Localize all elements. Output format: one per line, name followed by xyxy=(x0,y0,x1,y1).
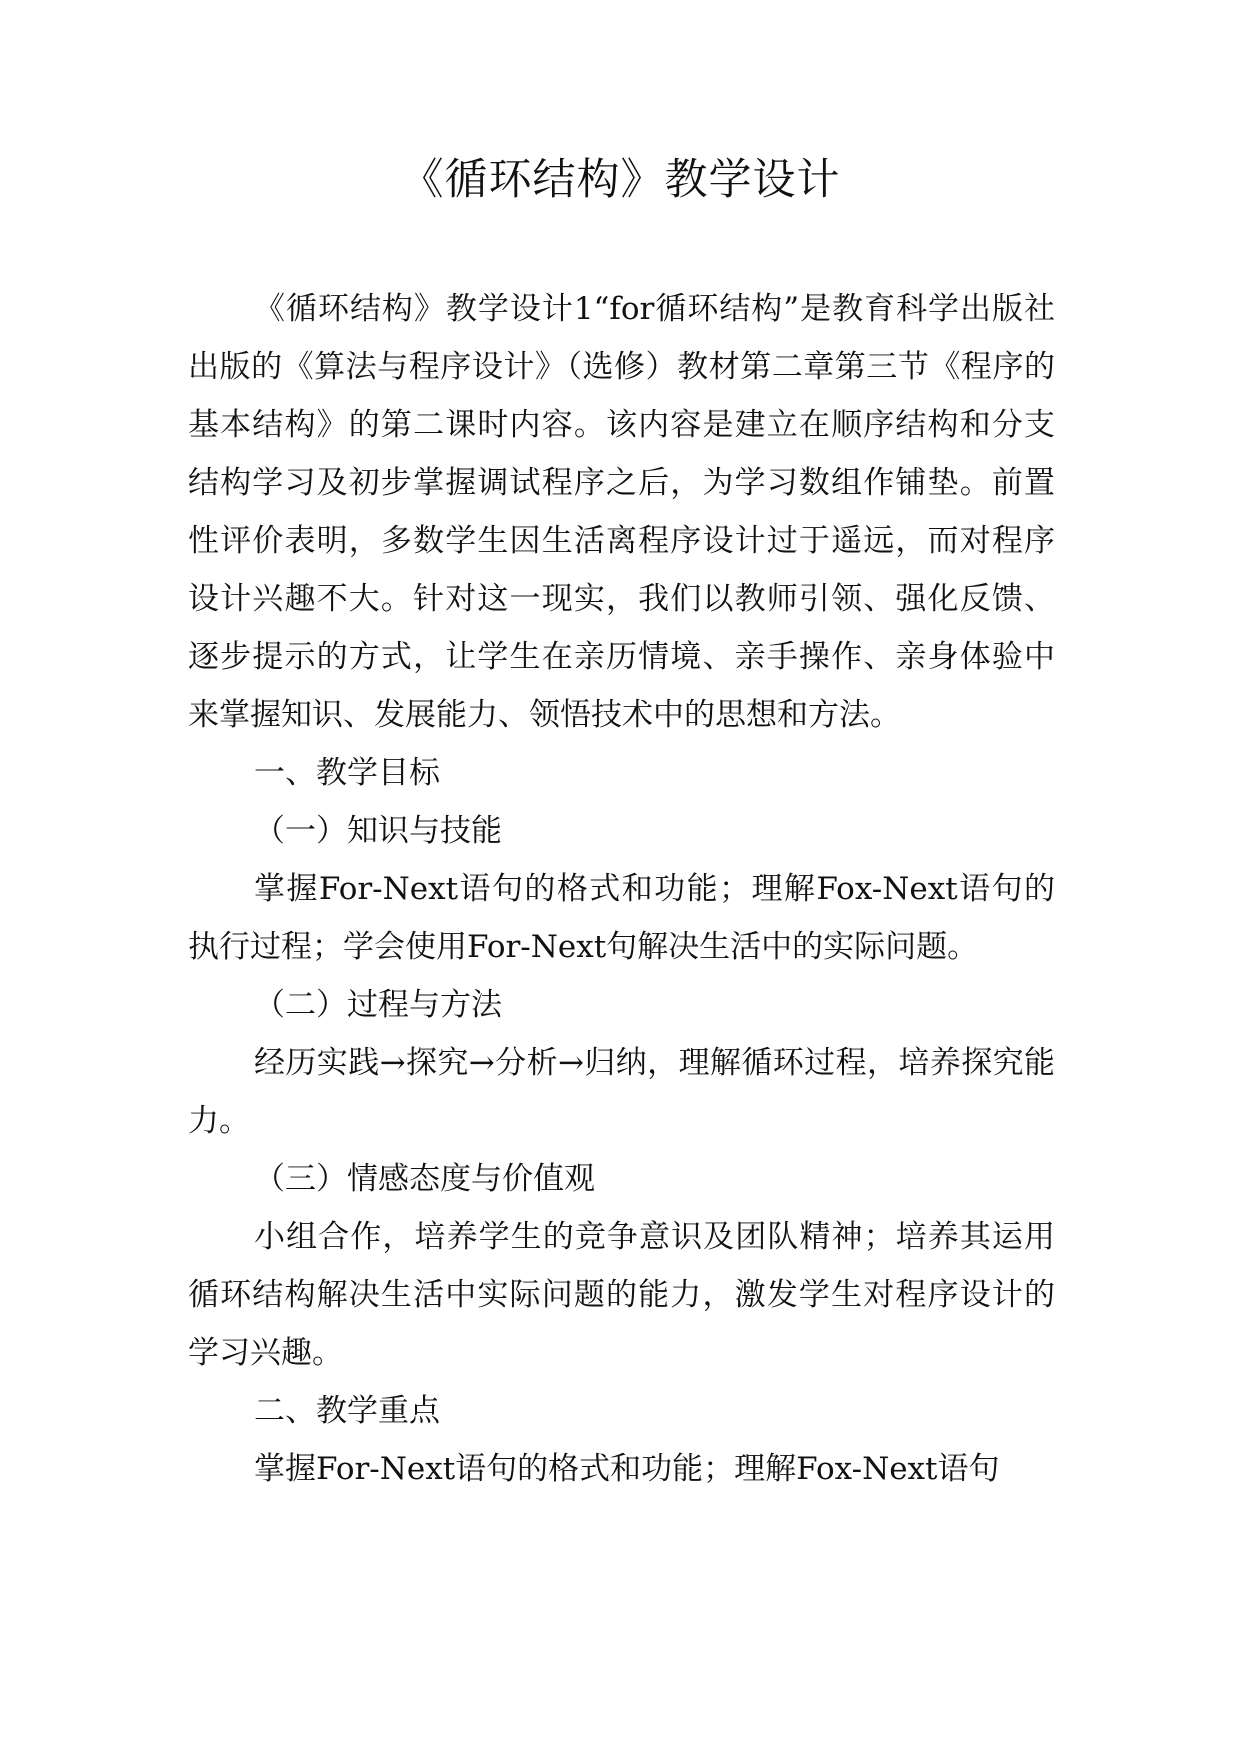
process-methods-paragraph: 经历实践→探究→分析→归纳，理解循环过程，培养探究能力。 xyxy=(188,1045,1055,1139)
section-heading-key-points: 二、教学重点 xyxy=(254,1393,440,1429)
key-points-paragraph: 掌握For-Next语句的格式和功能；理解Fox-Next语句 xyxy=(254,1451,1000,1487)
knowledge-skills-paragraph: 掌握For-Next语句的格式和功能；理解Fox-Next语句的执行过程；学会使用For-Next句解决生活中的实际问题。 xyxy=(188,871,1055,965)
subheading-process-methods: （二）过程与方法 xyxy=(254,987,502,1023)
document-title: 《循环结构》教学设计 xyxy=(400,155,841,205)
subheading-knowledge-skills: （一）知识与技能 xyxy=(254,813,502,849)
intro-paragraph: 《循环结构》教学设计1“for循环结构”是教育科学出版社出版的《算法与程序设计》（选修）教材第二章第三节《程序的基本结构》的第二课时内容。该内容是建立在顺序结构和分支结构学习及初步掌握调试程序之后，为学习数组作铺垫。前置性评价表明，多数学生因生活离程序设计过于遥远，而对程序设计兴趣不大。针对这一现实，我们以教师引领、强化反馈、逐步提示的方式，让学生在亲历情境、亲手操作、亲身体验中来掌握知识、发展能力、领悟技术中的思想和方法。 xyxy=(188,291,1055,733)
section-heading-teaching-goals: 一、教学目标 xyxy=(254,755,440,791)
document-body xyxy=(188,280,1055,1498)
subheading-attitude-values: （三）情感态度与价值观 xyxy=(254,1161,595,1197)
attitude-values-paragraph: 小组合作，培养学生的竞争意识及团队精神；培养其运用循环结构解决生活中实际问题的能力，激发学生对程序设计的学习兴趣。 xyxy=(188,1219,1055,1371)
